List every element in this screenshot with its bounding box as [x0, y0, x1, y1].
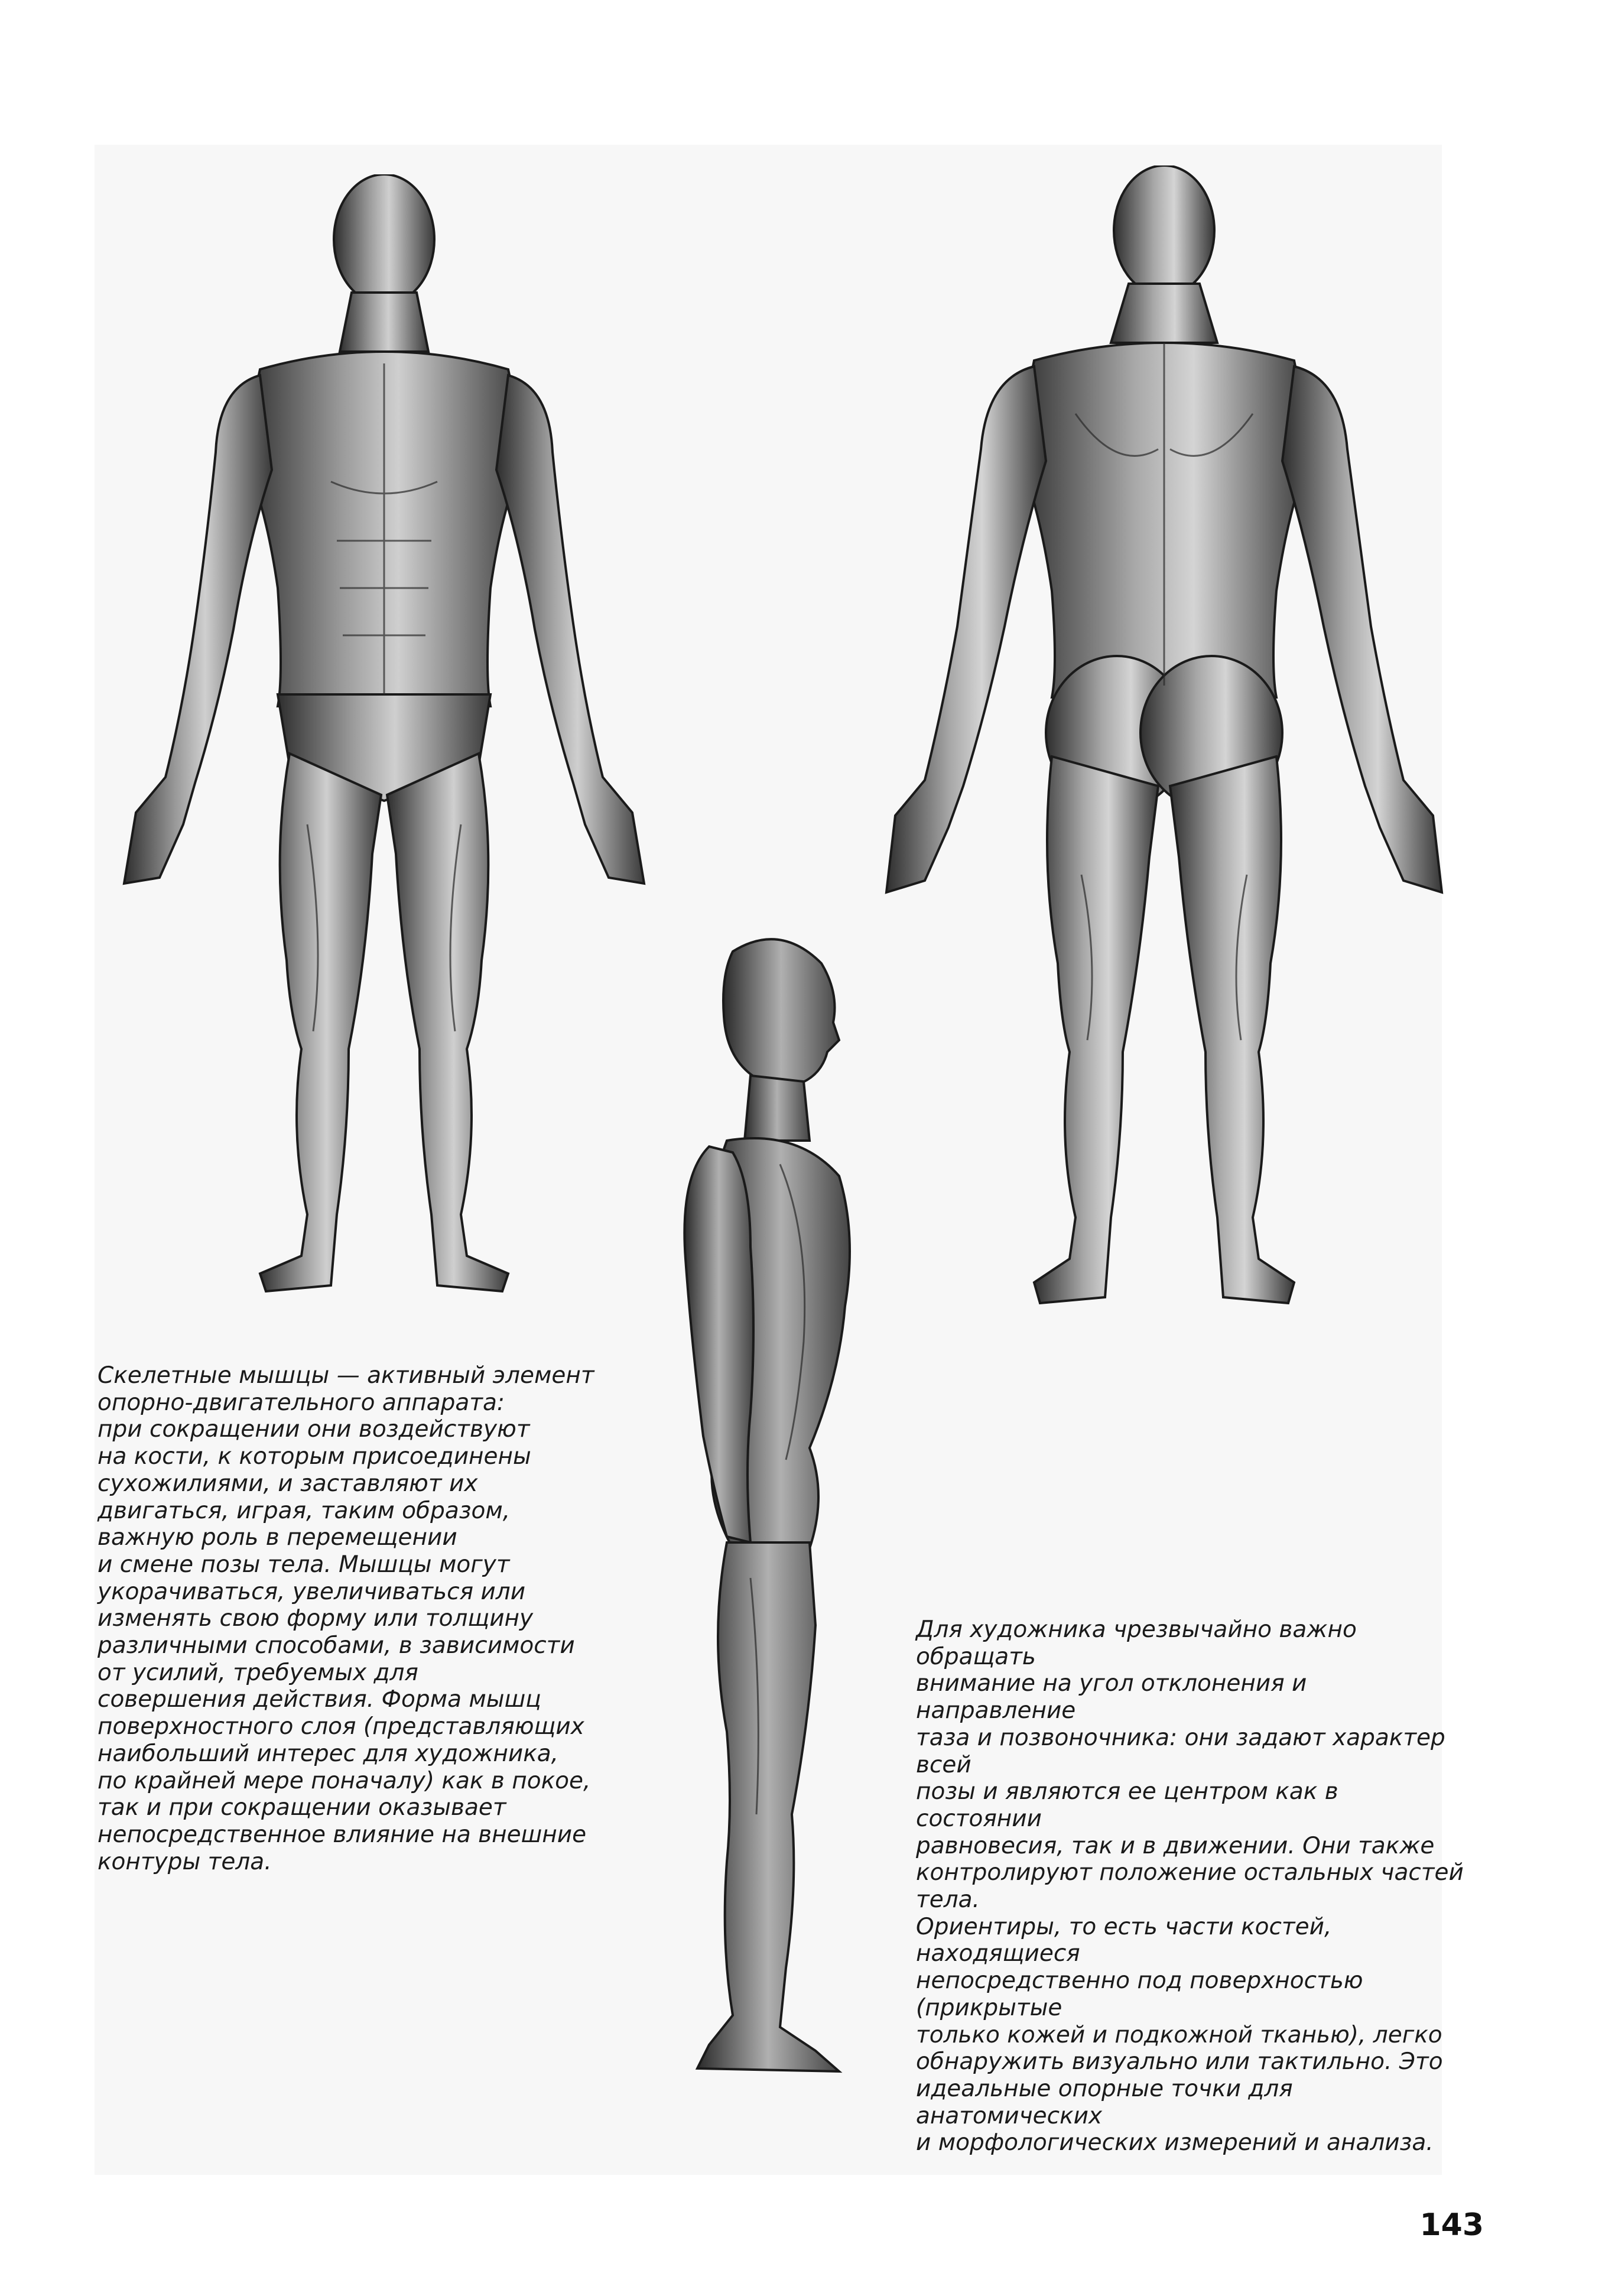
anatomy-figure-back-view — [880, 165, 1448, 1306]
caption-pelvis-spine: Для художника чрезвычайно важно обращать внимание на угол отклонения и направление таза и позвоночника: они задают характер всей позы и являются ее центром как в состоянии равновесия, так и в движении. Они также контролируют положение остальных частей тела. Ориентиры, то есть части костей, находящиеся непосредственно под поверхностью (прикрытые только кожей и подкожной тканью), легко обнаружить визуально или тактильно. Это идеальные опорные точки для анатомических и морфологических измерений и анализа. — [916, 1616, 1464, 2157]
anatomy-figure-side-view — [662, 928, 928, 2074]
page-number: 143 — [1419, 2207, 1484, 2243]
anatomy-figure-front-view — [112, 174, 656, 1297]
caption-skeletal-muscles: Скелетные мышцы — активный элемент опорно-двигательного аппарата: при сокращении они воздействуют на кости, к которым присоединены сухожилиями, и заставляют их двигаться, играя, таким образом, важную роль в перемещении и смене позы тела. Мышцы могут укорачиваться, увеличиваться или изменять свою форму или толщину различными способами, в зависимости от усилий, требуемых для совершения действия. Форма мышц поверхностного слоя (представляющих наибольший интерес для художника, по крайней мере поначалу) как в покое, так и при сокращении оказывает непосредственное влияние на внешние контуры тела. — [98, 1362, 594, 1875]
